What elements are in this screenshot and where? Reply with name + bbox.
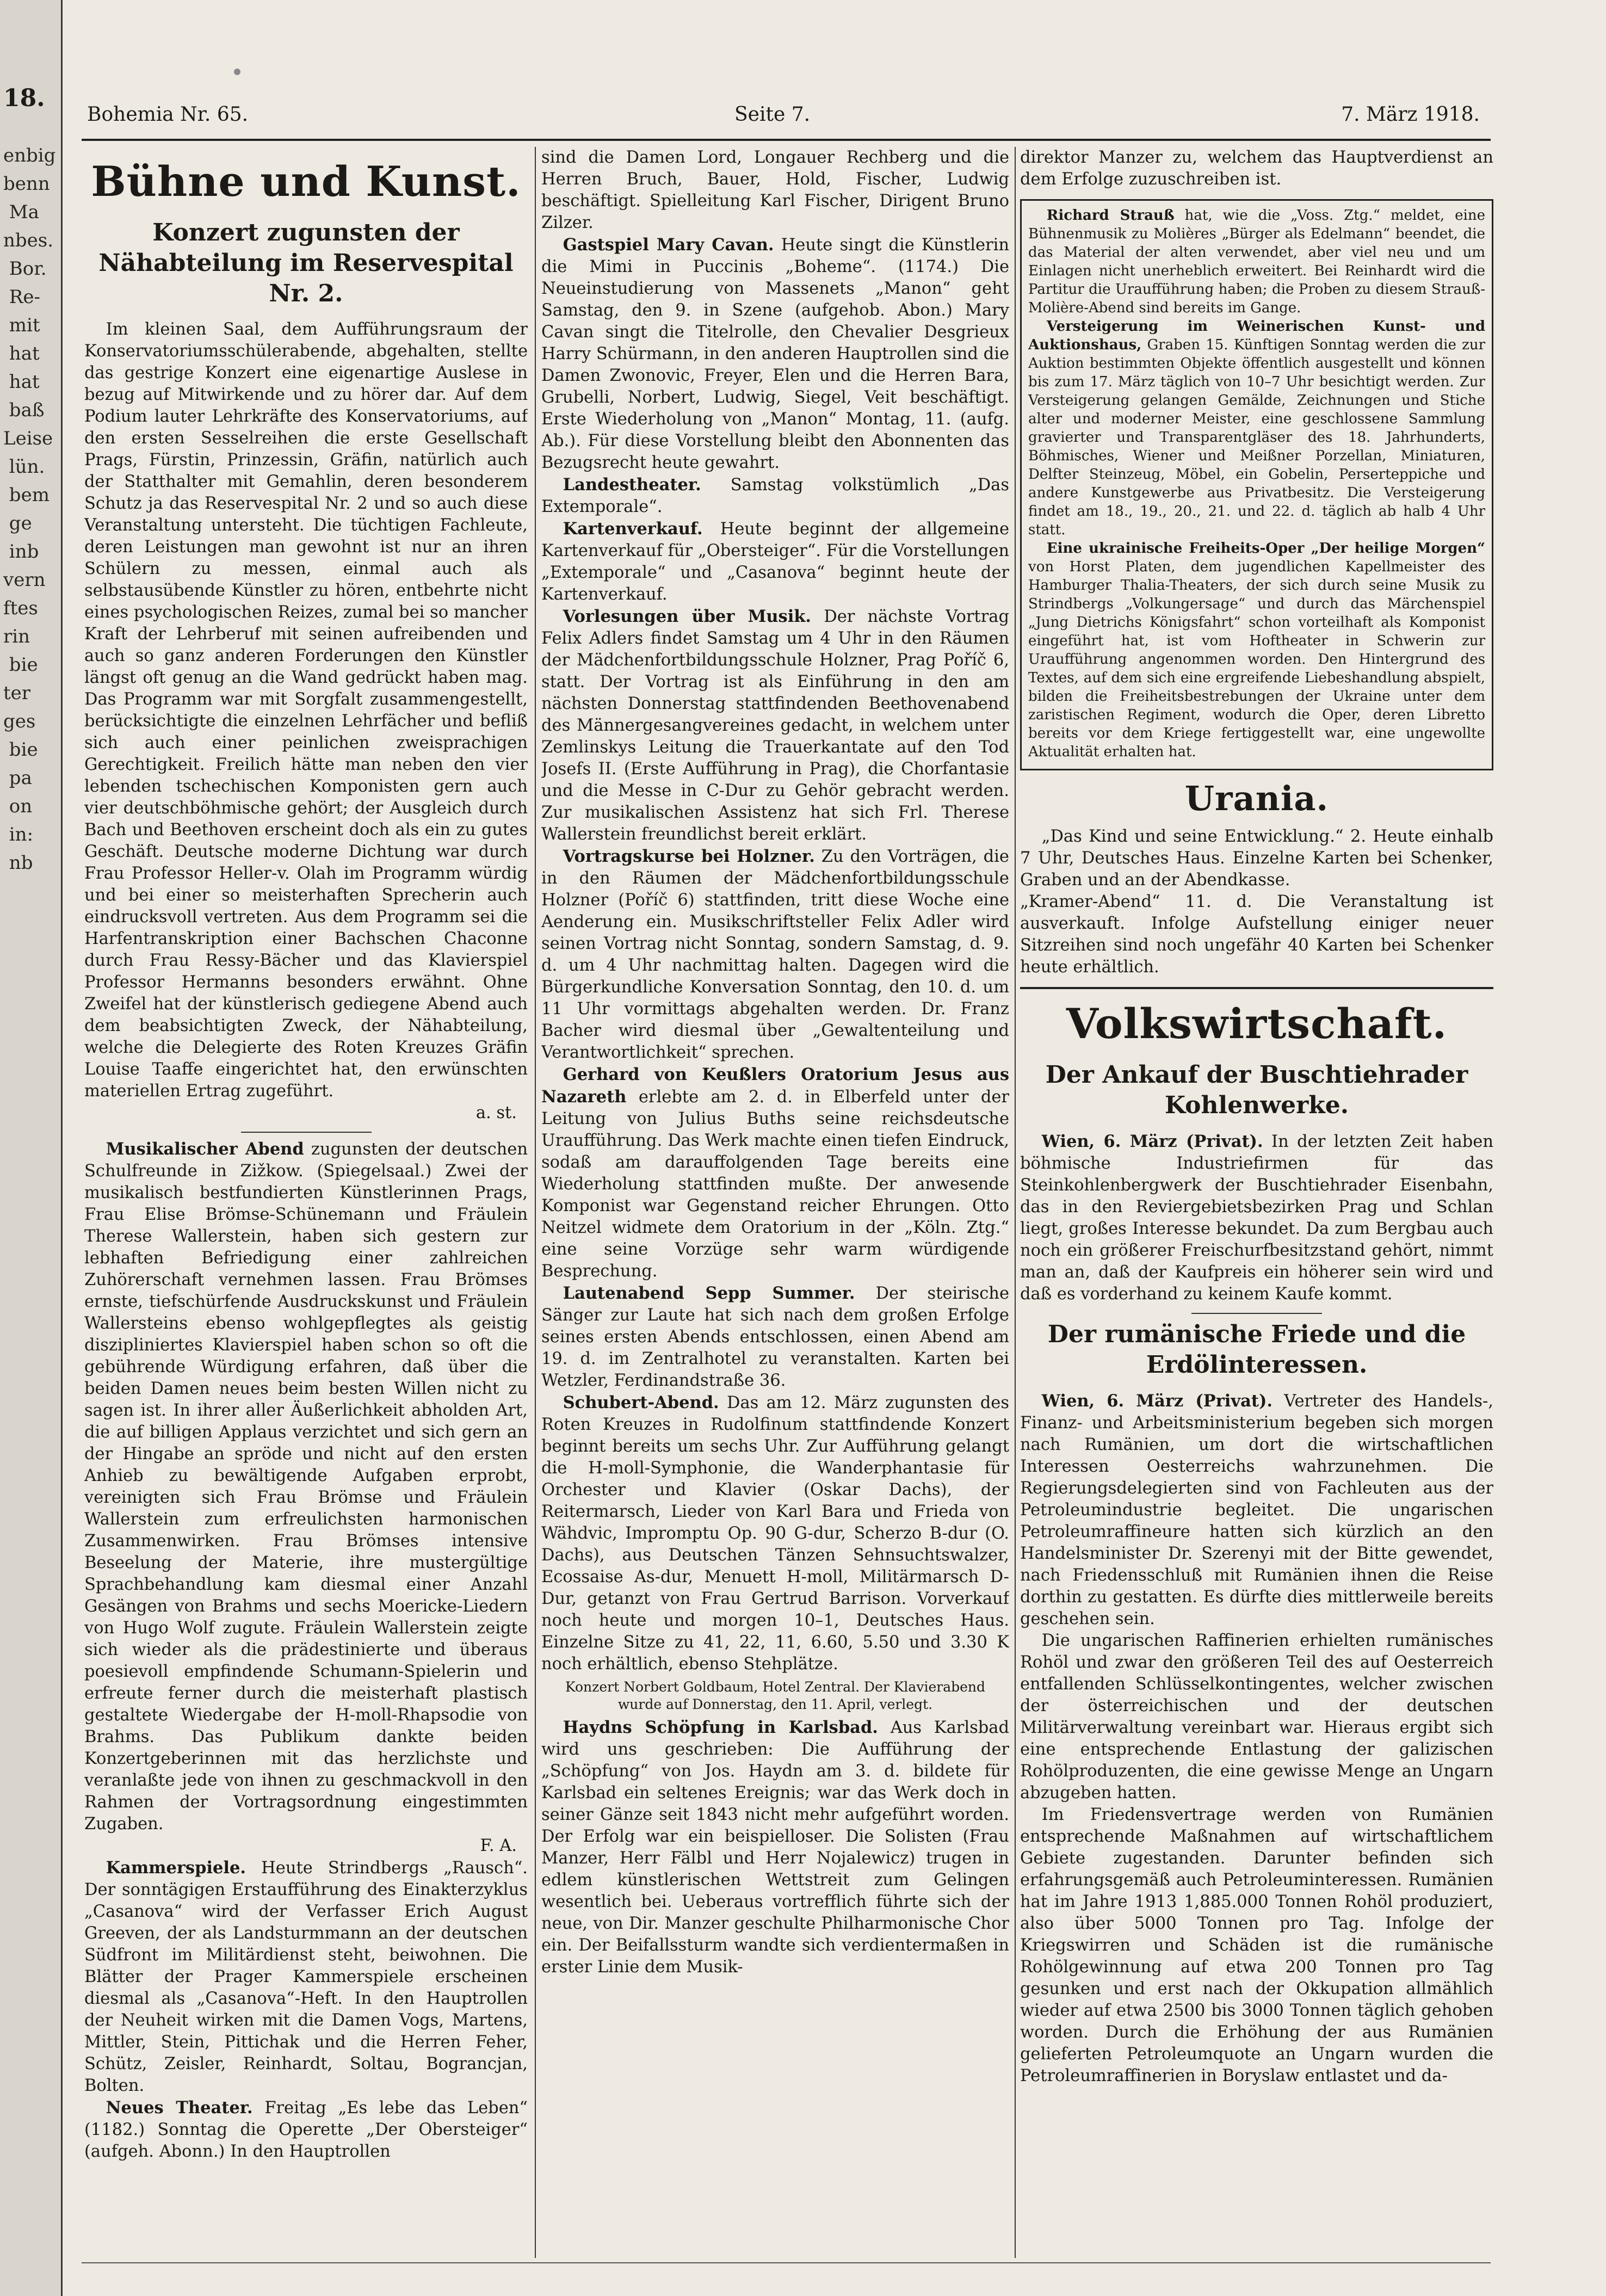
article-body: Aus Karlsbad wird uns geschrieben: Die Aufführung der „Schöpfung“ von Jos. Haydn am 3. d. bildete für Karlsbad ein seltenes Ereignis; war das Werk doch in seiner Gänze seit 1843 nicht mehr aufgeführt worden. Der Erfolg war ein beispielloser. Die Solisten (Frau Manzer, Herr Fälbl und Herr Nojalewicz) trugen in edlem künstlerischen Wettstreit zum Gelingen wesentlich bei. Ueberaus vortrefflich führte sich der neue, von Dir. Manzer geschulte Philharmonische Chor ein. Der Beifallssturm wandte sich verdientermaßen in erster Linie dem Musik- [541, 1718, 1009, 1977]
article-friede [1020, 1390, 1493, 1630]
article-body: Vertreter des Handels-, Finanz- und Arbeitsministerium begeben sich morgen nach Rumänien, um dort die wirtschaftlichen Interessen Oesterreichs wahrzunehmen. Die Regierungsdelegierten sind von Fachleuten aus der Petroleumindustrie begleitet. Die ungarischen Petroleumraffineure hatten sich kürzlich an den Handelsminister Dr. Szerenyi mit der Bitte gewendet, nach Friedensschluß mit Rumänien ihnen die Reise dorthin zu gestatten. Es dürfte dies mittlerweile bereits geschehen sein. [1020, 1392, 1493, 1628]
article-title-friede: Der rumänische Friede und die Erdölinteressen. [1047, 1320, 1466, 1379]
article-gastspiel [541, 234, 1009, 474]
gutter-page-number: 18. [3, 84, 45, 112]
urania-text: „Das Kind und seine Entwicklung.“ 2. Heute einhalb 7 Uhr, Deutsches Haus. Einzelne Karten bei Schenker, Graben und an der Abendkasse. „Kramer-Abend“ 11. d. Die Veranstaltung ist ausverkauft. Infolge Aufstellung einiger neuer Sitzreihen sind noch ungefähr 40 Karten bei Schenker heute erhältlich. [1020, 827, 1493, 977]
article-lead: Versteigerung im Weinerischen Kunst- und Auktionshaus, [1028, 318, 1485, 353]
header-paper-name: Bohemia Nr. 65. [87, 103, 249, 126]
article-continuation: sind die Damen Lord, Longauer Rechberg und die Herren Bruch, Bauer, Hold, Fischer, Ludwig beschäftigt. Spielleitung Karl Fischer, Dirigent Bruno Zilzer. [541, 148, 1009, 232]
adjacent-page-gutter [0, 0, 63, 2296]
article-raffinerien: Die ungarischen Raffinerien erhielten rumänisches Rohöl und zwar den größeren Teil des auf Oesterreich entfallenden Schlüsselkontingentes, welcher zwischen der österreichischen und der deutschen Militärverwaltung vereinbart war. Hieraus ergibt sich eine entsprechende Entlastung der galizischen Rohölproduzenten, die eine gewisse Menge an Ungarn abzugeben hatten. [1020, 1631, 1493, 1803]
article-title-ankauf: Der Ankauf der Buschtiehrader Kohlenwerke. [1045, 1061, 1468, 1119]
article-lead: Haydns Schöpfung in Karlsbad. [563, 1718, 878, 1737]
article-lead: Schubert-Abend. [563, 1393, 719, 1412]
article-lead: Musikalischer Abend [106, 1139, 304, 1159]
separator-rule [1191, 1313, 1322, 1314]
notices-box [1020, 199, 1493, 770]
article-lead: Wien, 6. März (Privat). [1041, 1391, 1273, 1411]
article-lead: Lautenabend Sepp Summer. [563, 1283, 855, 1303]
article-lead: Gastspiel Mary Cavan. [563, 235, 774, 255]
article-body: Zu den Vorträgen, die in den Räumen der Mädchenfortbildungsschule Holzner (Poříč 6) stattfinden, tritt diese Woche eine Aenderung ein. Musikschriftsteller Felix Adler wird seinen Vortrag nicht Sonntag, sondern Samstag, d. 9. d. um 4 Uhr nachmittag halten. Dagegen wird die Bürgerkundliche Konversation Sonntag, den 10. d. um 11 Uhr vormittags abgehalten werden. Dr. Franz Bacher wird diesmal über „Gewaltenteilung und Verantwortlichkeit“ sprechen. [541, 847, 1009, 1062]
article-lead: Vortragskurse bei Holzner. [563, 847, 815, 866]
article-lautenabend [541, 1282, 1009, 1392]
article-musikalischer-abend [84, 1138, 528, 1835]
header-page-number: Seite 7. [734, 103, 811, 126]
column-3 [1020, 147, 1493, 2258]
article-body: Der nächste Vortrag Felix Adlers findet Samstag um 4 Uhr in den Räumen der Mädchenfortbildungsschule Holzner, Prag Poříč 6, statt. Der Vortrag ist als Einführung in den am nächsten Donnerstag stattfindenden Beethovenabend des Männergesangvereines gedacht, in welchem unter Zemlinskys Leitung die Trauerkantate auf den Tod Josefs II. (Erste Aufführung in Prag), die Chorfantasie und die Messe in C-Dur zu Gehör gebracht werden. Zur musikalischen Assistenz hat sich Frl. Therese Wallerstein freundlichst bereit erklärt. [541, 607, 1009, 844]
article-schubert-abend [541, 1392, 1009, 1675]
article-body: zugunsten der deutschen Schulfreunde in Zižkow. (Spiegelsaal.) Zwei der musikalisch bestfundierten Künstlerinnen Prags, Frau Elise Brömse-Schünemann und Fräulein Therese Wallerstein, haben sich gestern zur lebhaften Befriedigung einer zahlreichen Zuhörerschaft vernehmen lassen. Frau Brömses ernste, tiefschürfende Ausdruckskunst und Fräulein Wallersteins ebenso wohlgepflegtes als geistig diszipliniertes Klavierspiel haben schon so oft die gebührende Würdigung erfahren, daß über die beiden Damen neues beim besten Willen nicht zu sagen ist. In ihrer aller Äußerlichkeit abholden Art, die auf billigen Applaus verzichtet und sich gern an der Hingabe an spröde und nicht auf den ersten Anhieb zu bewältigende Aufgaben erprobt, vereinigten sich Frau Brömse und Fräulein Wallerstein zum erfreulichsten harmonischen Zusammenwirken. Frau Brömses intensive Beseelung der Materie, ihre mustergültige Sprachbehandlung kam diesmal einer Anzahl Gesängen von Brahms und sechs Moericke-Liedern von Hugo Wolf zugute. Fräulein Wallerstein zeigte sich wieder als die prädestinierte und überaus poesievoll empfindende Schumann-Spielerin und erfreute ferner durch die meisterhaft plastisch gestaltete Wiedergabe der H-moll-Rhapsodie von Brahms. Das Publikum dankte beiden Konzertgeberinnen mit das herzlichste und veranlaßte jede von ihnen zu geschmackvoll in den Rahmen der Vortragsordnung eingestimmten Zugaben. [84, 1140, 528, 1834]
header-date: 7. März 1918. [1341, 103, 1480, 126]
article-ankauf [1020, 1131, 1493, 1305]
article-text-konzert: Im kleinen Saal, dem Aufführungsraum der Konservatoriumsschülerabende, abgehalten, stellte das gestrige Konzert eine eigenartige Auslese in bezug auf Mitwirkende und zu hörer dar. Auf dem Podium lauter Lehrkräfte des Konservatoriums, auf den ersten Sesselreihen die erste Gesellschaft Prags, Fürstin, Prinzessin, Gräfin, natürlich auch der Statthalter mit Gemahlin, deren besonderem Schutz ja das Reservespital Nr. 2 und so auch diese Veranstaltung untersteht. Die tüchtigen Fachleute, deren Leistungen man gewohnt ist nur an ihren Schülern zu messen, einmal auch als selbstausübende Künstler zu hören, entbehrte nicht eines psychologischen Reizes, zumal bei so mancher Kraft der Lehrberuf mit seinen aufreibenden und auch so ganz anderen Forderungen den Künstler längst oft genug an die Wand gedrückt haben mag. Das Programm war mit Sorgfalt zusammengestellt, berücksichtigte die einzelnen Lehrfächer und befliß sich auch einer peinlichen zweisprachigen Gerechtigkeit. Freilich hätte man neben den vier lebenden tschechischen Komponisten gern auch vier deutschböhmische gehört; der Ausgleich durch Bach und Beethoven erscheint doch als ein zu gutes Geschäft. Deutsche moderne Dichtung war durch Frau Professor Heller-v. Olah im Programm würdig und bei einer so meisterhaften Sprecherin auch eindrucksvoll vertreten. Aus dem Programm sei die Harfentranskription einer Bachschen Chaconne durch Frau Ressy-Bächer und das Klavierspiel Professor Hermanns besonders erwähnt. Ohne Zweifel hat der künstlerisch gediegene Abend auch dem beabsichtigten Zweck, der Nähabteilung, welche die Delegierte des Roten Kreuzes Gräfin Louise Taaffe eingerichtet hat, den erwünschten materiellen Ertrag zugeführt. [84, 320, 528, 1101]
article-haydn [541, 1717, 1009, 1978]
gutter-text-fragments: enbig benn Ma nbes. Bor. Re- mit hat hat baß Leise lün. bem ge inb vern ftes rin bie ter ges bie pa on in: nb [3, 145, 56, 874]
article-lead: Richard Strauß [1046, 207, 1175, 224]
article-kartenverkauf [541, 518, 1009, 606]
article-body: Heute singt die Künstlerin die Mimi in Puccinis „Boheme“. (1174.) Die Neueinstudierung von Massenets „Manon“ geht Samstag, den 9. in Szene (aufgehob. Abon.) Mary Cavan singt die Titelrolle, den Chevalier Desgrieux Harry Schürmann, in den anderen Hauptrollen sind die Damen Zwonovic, Freyer, Elen und die Herren Bara, Grubelli, Norbert, Ludwig, Siegel, Veit beschäftigt. Erste Wiederholung von „Manon“ Montag, 11. (aufg. Ab.). Für diese Vorstellung bleibt den Abonnenten das Bezugsrecht heute gewahrt. [541, 236, 1009, 472]
article-kammerspiele [84, 1857, 528, 2097]
section-title-buehne-und-kunst: Bühne und Kunst. [91, 157, 521, 206]
article-body: hat, wie die „Voss. Ztg.“ meldet, eine Bühnenmusik zu Molières „Bürger als Edelmann“ beendet, die das Material der alten verwendet, aber viel neu und um Einlagen nicht unerheblich erweitert. Bei Reinhardt wird die Partitur die Uraufführung haben; die Proben zu diesem Strauß-Molière-Abend sind bereits im Gange. [1028, 207, 1486, 316]
header-rule [82, 139, 1491, 141]
article-body: Heute Strindbergs „Rausch“. Der sonntägigen Erstaufführung des Einakterzyklus „Casanova“ wird der Verfasser Erich August Greeven, der als Landsturmmann an der deutschen Südfront im Militärdienst steht, beiwohnen. Die Blätter der Prager Kammerspiele erscheinen diesmal als „Casanova“-Heft. In den Hauptrollen der Neuheit wirken mit die Damen Vogs, Martens, Mittler, Stein, Pittichak und die Herren Feher, Schütz, Zeisler, Reinhardt, Soltau, Bograncjan, Bolten. [84, 1859, 528, 2095]
article-lead: Eine ukrainische Freiheits-Oper „Der heilige Morgen“ [1046, 540, 1485, 557]
separator-rule [241, 1132, 372, 1133]
article-vorlesungen [541, 606, 1009, 845]
article-lead: Gerhard von Keußlers Oratorium Jesus aus Nazareth [541, 1065, 1009, 1107]
article-continuation: direktor Manzer zu, welchem das Hauptverdienst an dem Erfolge zuzuschreiben ist. [1020, 148, 1493, 189]
ink-smudge [234, 69, 240, 75]
article-lead: Kartenverkauf. [563, 519, 703, 539]
article-lead: Neues Theater. [106, 2098, 253, 2118]
article-neues-theater [84, 2097, 528, 2163]
column-1 [84, 147, 528, 2258]
separator-rule [1020, 987, 1493, 989]
article-lead: Wien, 6. März (Privat). [1041, 1132, 1263, 1151]
page-header [87, 103, 1480, 136]
small-notice: Konzert Norbert Goldbaum, Hotel Zentral. Der Klavierabend wurde auf Donnerstag, den 11. April, verlegt. [565, 1679, 985, 1712]
notice-versteigerung [1028, 317, 1485, 539]
article-friedensvertrag: Im Friedensvertrage werden von Rumänien entsprechende Maßnahmen auf wirtschaftlichem Gebiete zugestanden. Darunter befinden sich erfahrungsgemäß auch Petroleuminteressen. Rumänien hat im Jahre 1913 1,885.000 Tonnen Rohöl produziert, also über 5000 Tonnen pro Tag. Infolge der Kriegswirren und Schäden ist die rumänische Rohölgewinnung auf etwa 200 Tonnen pro Tag gesunken und erst nach der Okkupation allmählich wieder auf etwa 2500 bis 3000 Tonnen täglich gehoben worden. Durch die Erhöhung der aus Rumänien gelieferten Petroleumquote an Ungarn wurden die Petroleumraffinerien in Boryslaw entlastet und da- [1020, 1805, 1493, 2085]
column-rule [535, 147, 536, 2258]
article-body: erlebte am 2. d. in Elberfeld unter der Leitung von Julius Buths seine reichsdeutsche Uraufführung. Das Werk machte einen tiefen Eindruck, sodaß am darauffolgenden Tage bereits eine Wiederholung stattfinden mußte. Der anwesende Komponist war Gegenstand reicher Ehrungen. Otto Neitzel widmete dem Oratorium in der „Köln. Ztg.“ eine seine Vorzüge sehr warm würdigende Besprechung. [541, 1088, 1009, 1281]
article-vortragskurse [541, 845, 1009, 1064]
article-body: Samstag volkstümlich „Das Extemporale“. [541, 476, 1009, 516]
notice-strauss [1028, 206, 1485, 317]
article-body: Heute beginnt der allgemeine Kartenverkauf für „Obersteiger“. Für die Vorstellungen „Extemporale“ und „Casanova“ beginnt heute der Kartenverkauf. [541, 520, 1009, 604]
article-body: von Horst Platen, dem jugendlichen Kapellmeister des Hamburger Thalia-Theaters, der sich durch seine Musik zu Strindbergs „Volkungersage“ und durch das Märchenspiel „Jung Dietrichs Königsfahrt“ schon vorteilhaft als Komponist eingeführt hat, ist vom Hoftheater in Schwerin zur Uraufführung angenommen worden. Den Hintergrund des Textes, auf dem sich eine ergreifende Liebeshandlung abspielt, bilden die Freiheitsbestrebungen der Ukraine unter dem zaristischen Regiment, wodurch die Oper, deren Libretto bereits vor dem Kriege fertiggestellt war, eine ungewollte Aktualität erhalten hat. [1028, 559, 1485, 760]
article-lead: Landestheater. [563, 475, 701, 495]
column-2 [541, 147, 1009, 2258]
section-title-urania: Urania. [1184, 779, 1329, 818]
notice-oper [1028, 539, 1485, 761]
article-body: Freitag „Es lebe das Leben“ (1182.) Sonntag die Operette „Der Obersteiger“ (aufgeh. Abonn.) In den Hauptrollen [84, 2099, 528, 2161]
column-rule [1015, 147, 1016, 2258]
article-body: Der steirische Sänger zur Laute hat sich nach dem großen Erfolge seines ersten Abends entschlossen, einen Abend am 19. d. im Zentralhotel zu veranstalten. Karten bei Wetzler, Ferdinandstraße 36. [541, 1284, 1009, 1390]
footer-rule [82, 2262, 1491, 2263]
article-signature: a. st. [475, 1103, 517, 1122]
section-title-volkswirtschaft: Volkswirtschaft. [1066, 999, 1448, 1048]
article-signature: F. A. [480, 1836, 517, 1855]
article-lead: Kammerspiele. [106, 1858, 246, 1878]
article-title-konzert: Konzert zugunsten der Nähabteilung im Reservespital Nr. 2. [98, 219, 514, 307]
article-body: Graben 15. Künftigen Sonntag werden die zur Auktion bestimmten Objekte öffentlich ausgestellt und können bis zum 17. März täglich von 10–7 Uhr besichtigt werden. Zur Versteigerung gelangen Gemälde, Zeichnungen und Stiche alter und moderner Meister, eine geschlossene Sammlung gravierter und Transparentgläser des 18. Jahrhunderts, Böhmisches, Wiener und Meißner Porzellan, Miniaturen, Delfter Steinzeug, Möbel, ein Gobelin, Perserteppiche und andere Kunstgewerbe aus Privatbesitz. Die Versteigerung findet am 18., 19., 20., 21. und 22. d. täglich ab halb 4 Uhr statt. [1028, 337, 1485, 538]
article-landestheater [541, 474, 1009, 518]
article-lead: Vorlesungen über Musik. [563, 607, 812, 626]
article-oratorium [541, 1064, 1009, 1282]
article-body: Das am 12. März zugunsten des Roten Kreuzes in Rudolfinum stattfindende Konzert beginnt bereits um sechs Uhr. Zur Aufführung gelangt die H-moll-Symphonie, die Wanderphantasie für Orchester und Klavier (Oskar Dachs), der Reitermarsch, Lieder von Karl Bara und Frieda von Wähdvic, Impromptu Op. 90 G-dur, Scherzo B-dur (O. Dachs), aus Deutschen Tänzen Sehnsuchtswalzer, Ecossaise As-dur, Menuett H-moll, Militärmarsch D-Dur, getanzt von Frau Gertrud Barrison. Vorverkauf noch heute und morgen 10–1, Deutsches Haus. Einzelne Sitze zu 41, 22, 11, 6.60, 5.50 und 3.30 K noch erhältlich, ebenso Stehplätze. [541, 1393, 1009, 1674]
article-body: In der letzten Zeit haben böhmische Industriefirmen für das Steinkohlenbergwerk der Buschtiehrader Eisenbahn, das in den Reviergebietsbezirken Prag und Schlan liegt, großes Interesse bekundet. Da zum Bergbau auch noch ein größerer Freischurfbesitzstand gehört, nimmt man an, daß der Kaufpreis ein höherer sein wird und daß es vorderhand zu keinem Kaufe kommt. [1020, 1132, 1493, 1304]
